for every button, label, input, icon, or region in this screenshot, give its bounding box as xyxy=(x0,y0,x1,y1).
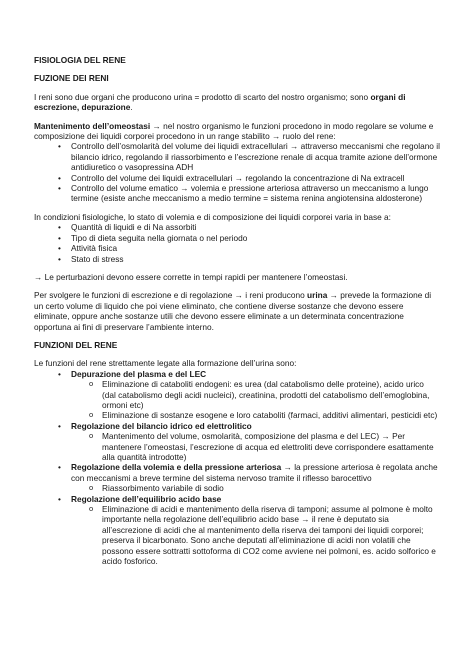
bold-text: Depurazione del plasma e del LEC xyxy=(71,368,207,379)
text: → nel nostro organismo le funzioni procedono in modo regolare se volume e composizione dei liquidi corporei procedono in un range stabilito → ruolo del rene: xyxy=(34,120,434,142)
condizioni-list xyxy=(34,222,440,264)
list-item: • Stato di stress xyxy=(34,254,440,264)
funzioni-list xyxy=(34,369,440,567)
bold-text: Mantenimento dell’omeostasi xyxy=(34,120,151,131)
paragraph-condizioni: In condizioni fisiologiche, lo stato di volemia e di composizione dei liquidi corporei varia in base a: xyxy=(34,211,391,222)
text: I reni sono due organi che producono urina = prodotto di scarto del nostro organismo; sono xyxy=(34,91,371,102)
list-item xyxy=(34,369,440,379)
list-item xyxy=(34,462,440,483)
text: . xyxy=(130,102,133,113)
bold-text: Regolazione dell’equilibrio acido base xyxy=(71,493,222,504)
sub-list-item: o Eliminazione di sostanze esogene e loro cataboliti (farmaci, additivi alimentari, pesticidi etc) xyxy=(34,410,440,420)
bold-text: organi di escrezione, depurazione xyxy=(34,91,406,113)
list-item xyxy=(34,494,440,504)
list-item: • Tipo di dieta seguita nella giornata o nel periodo xyxy=(34,233,440,243)
paragraph-perturbazioni: → Le perturbazioni devono essere corrette in tempi rapidi per mantenere l’omeostasi. xyxy=(34,271,348,282)
paragraph-reni xyxy=(34,92,440,113)
omeostasi-list xyxy=(34,141,440,203)
paragraph-intro: Le funzioni del rene strettamente legate alla formazione dell’urina sono: xyxy=(34,358,297,369)
sub-list-item: o Eliminazione di acidi e mantenimento della riserva di tamponi; assume al polmone è molto importante nella regolazione dell’equilibrio acido base → il rene è deputato sia all’escrezione di acidi che al mantenimento della riserva dei tamponi dei liquidi corporei; preserva il bicarbonato. Sono anche deputati all’eliminazione di acidi non volatili che possono essere sottratti sottoforma di CO2 come avviene nei polmoni, es. acido solforico e acido fosforico. xyxy=(34,504,440,566)
sub-list-item: o Riassorbimento variabile di sodio xyxy=(34,483,440,493)
text: → prevede la formazione di un certo volume di liquido che poi viene eliminato, che contiene diverse sostanze che devono essere eliminate, oppure anche sostanze utili che devono essere eliminate a un determinata concentrazione opportuna ai fini di preservare l’ambiente interno. xyxy=(34,290,432,332)
list-item: • Controllo dell’osmolarità del volume dei liquidi extracellulari → attraverso meccanismi che regolano il bilancio idrico, regolando il riassorbimento e l’escrezione renale di acqua tramite azione dell’ormone antidiuretico o vasopressina ADH xyxy=(34,141,440,172)
bold-text: Regolazione del bilancio idrico ed elettrolitico xyxy=(71,420,252,431)
list-item: • Controllo del volume ematico → volemia e pressione arteriosa attraverso un meccanismo a lungo termine (esiste anche meccanismo a medio termine = sistema renina angiotensina aldosterone) xyxy=(34,183,440,204)
section-heading-funzione: FUZIONE DEI RENI xyxy=(34,73,109,84)
list-item: • Quantità di liquidi e di Na assorbiti xyxy=(34,222,440,232)
list-item: • Controllo del volume dei liquidi extracellulari → regolando la concentrazione di Na extracell xyxy=(34,173,440,183)
text: → la pressione arteriosa è regolata anche con meccanismi a breve termine del sistema nervoso tramite il riflesso barocettivo xyxy=(71,462,438,483)
list-item xyxy=(34,421,440,431)
document-title: FISIOLOGIA DEL RENE xyxy=(34,55,126,65)
sub-list-item: o Eliminazione di cataboliti endogeni: es urea (dal catabolismo delle proteine), acido urico (dal catabolismo degli acidi nucleici), creatinina, prodotti del catabolismo dell’emoglobina, ormoni etc) xyxy=(34,379,440,410)
sub-list-item: o Mantenimento del volume, osmolarità, composizione del plasma e del LEC) → Per mantenere l’omeostasi, l’escrezione di acqua ed elettroliti deve corrispondere esattamente alla quantità introdotte) xyxy=(34,431,440,462)
section-heading-funzioni: FUNZIONI DEL RENE xyxy=(34,339,118,350)
paragraph-urina xyxy=(34,290,440,332)
bold-text: Regolazione della volemia e della pressione arteriosa xyxy=(71,462,282,473)
text: Per svolgere le funzioni di escrezione e di regolazione → i reni producono xyxy=(34,290,308,301)
list-item: • Attività fisica xyxy=(34,243,440,253)
paragraph-omeostasi xyxy=(34,121,440,142)
bold-text: urina xyxy=(307,290,328,301)
